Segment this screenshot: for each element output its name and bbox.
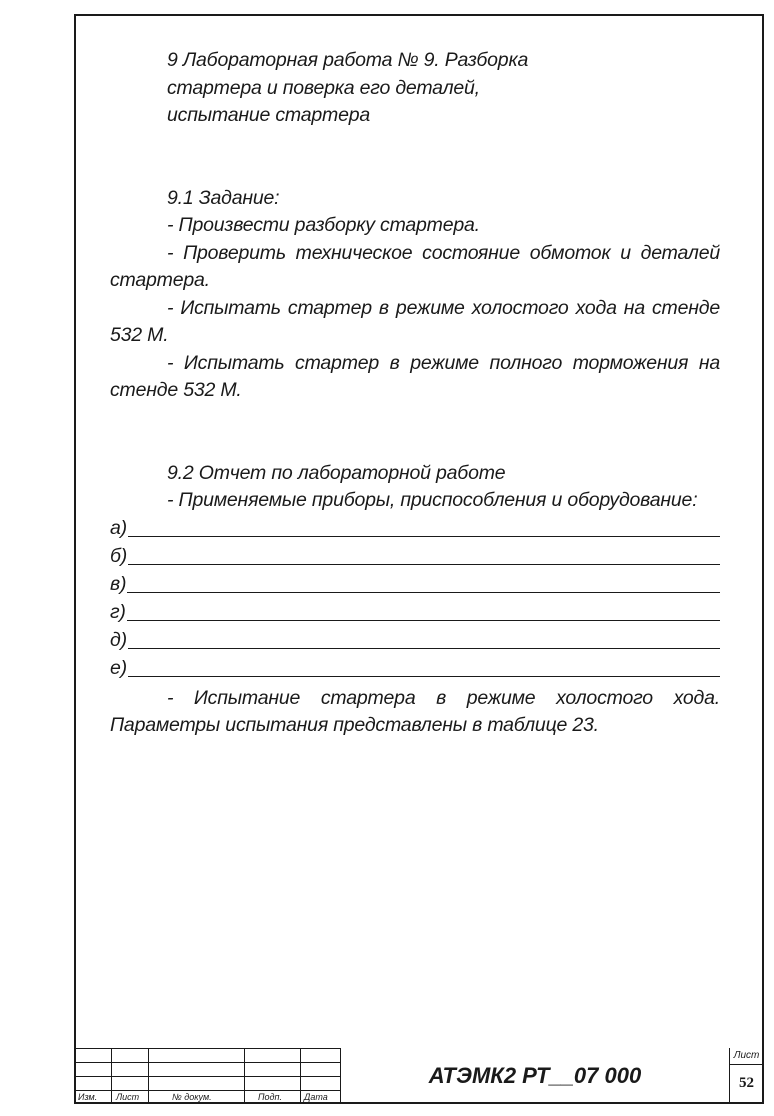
sheet-number: 52 (739, 1075, 754, 1091)
caption-doc-number: № докум. (172, 1092, 212, 1102)
blank-label: е) (110, 657, 127, 679)
caption-izm: Изм. (78, 1092, 98, 1102)
idle-test-paragraph: - Испытание стартера в режиме холостого хода. Параметры испытания представлены в таблице 23. (110, 686, 720, 736)
title-block (74, 1048, 764, 1104)
blank-label: б) (110, 545, 128, 567)
document-code: АТЭМК2 РТ__07 000 (340, 1048, 730, 1104)
blank-line-a[interactable] (110, 515, 720, 543)
sheet-box (729, 1048, 764, 1104)
lab-title-line-2: стартера и поверка его деталей, (167, 76, 480, 99)
task-item-4: - Испытать стартер в режиме полного торможения на стенде 532 М. (110, 351, 720, 401)
document-body (110, 47, 720, 740)
blank-line-d[interactable] (110, 627, 720, 655)
blank-label: г) (110, 601, 126, 623)
blank-line-b[interactable] (110, 543, 720, 571)
blank-label: в) (110, 573, 127, 595)
caption-signature: Подп. (258, 1092, 282, 1102)
report-heading: 9.2 Отчет по лабораторной работе (167, 461, 506, 484)
caption-list: Лист (116, 1092, 140, 1102)
blank-line-v[interactable] (110, 571, 720, 599)
sheet-caption: Лист (729, 1048, 764, 1065)
task-item-3: - Испытать стартер в режиме холостого хода на стенде 532 М. (110, 296, 720, 346)
revision-grid (74, 1048, 340, 1104)
blank-label: а) (110, 517, 127, 539)
caption-date: Дата (304, 1092, 328, 1102)
task-heading: 9.1 Задание: (167, 186, 280, 209)
blank-line-e[interactable] (110, 655, 720, 683)
blank-line-g[interactable] (110, 599, 720, 627)
blank-label: д) (110, 629, 127, 651)
equipment-intro: - Применяемые приборы, приспособления и оборудование: (167, 489, 698, 511)
lab-title-line-3: испытание стартера (167, 104, 371, 126)
task-item-2: - Проверить техническое состояние обмоток и деталей стартера. (110, 241, 720, 291)
lab-title-line-1: 9 Лабораторная работа № 9. Разборка (167, 49, 529, 71)
task-item-1: - Произвести разборку стартера. (167, 214, 480, 236)
